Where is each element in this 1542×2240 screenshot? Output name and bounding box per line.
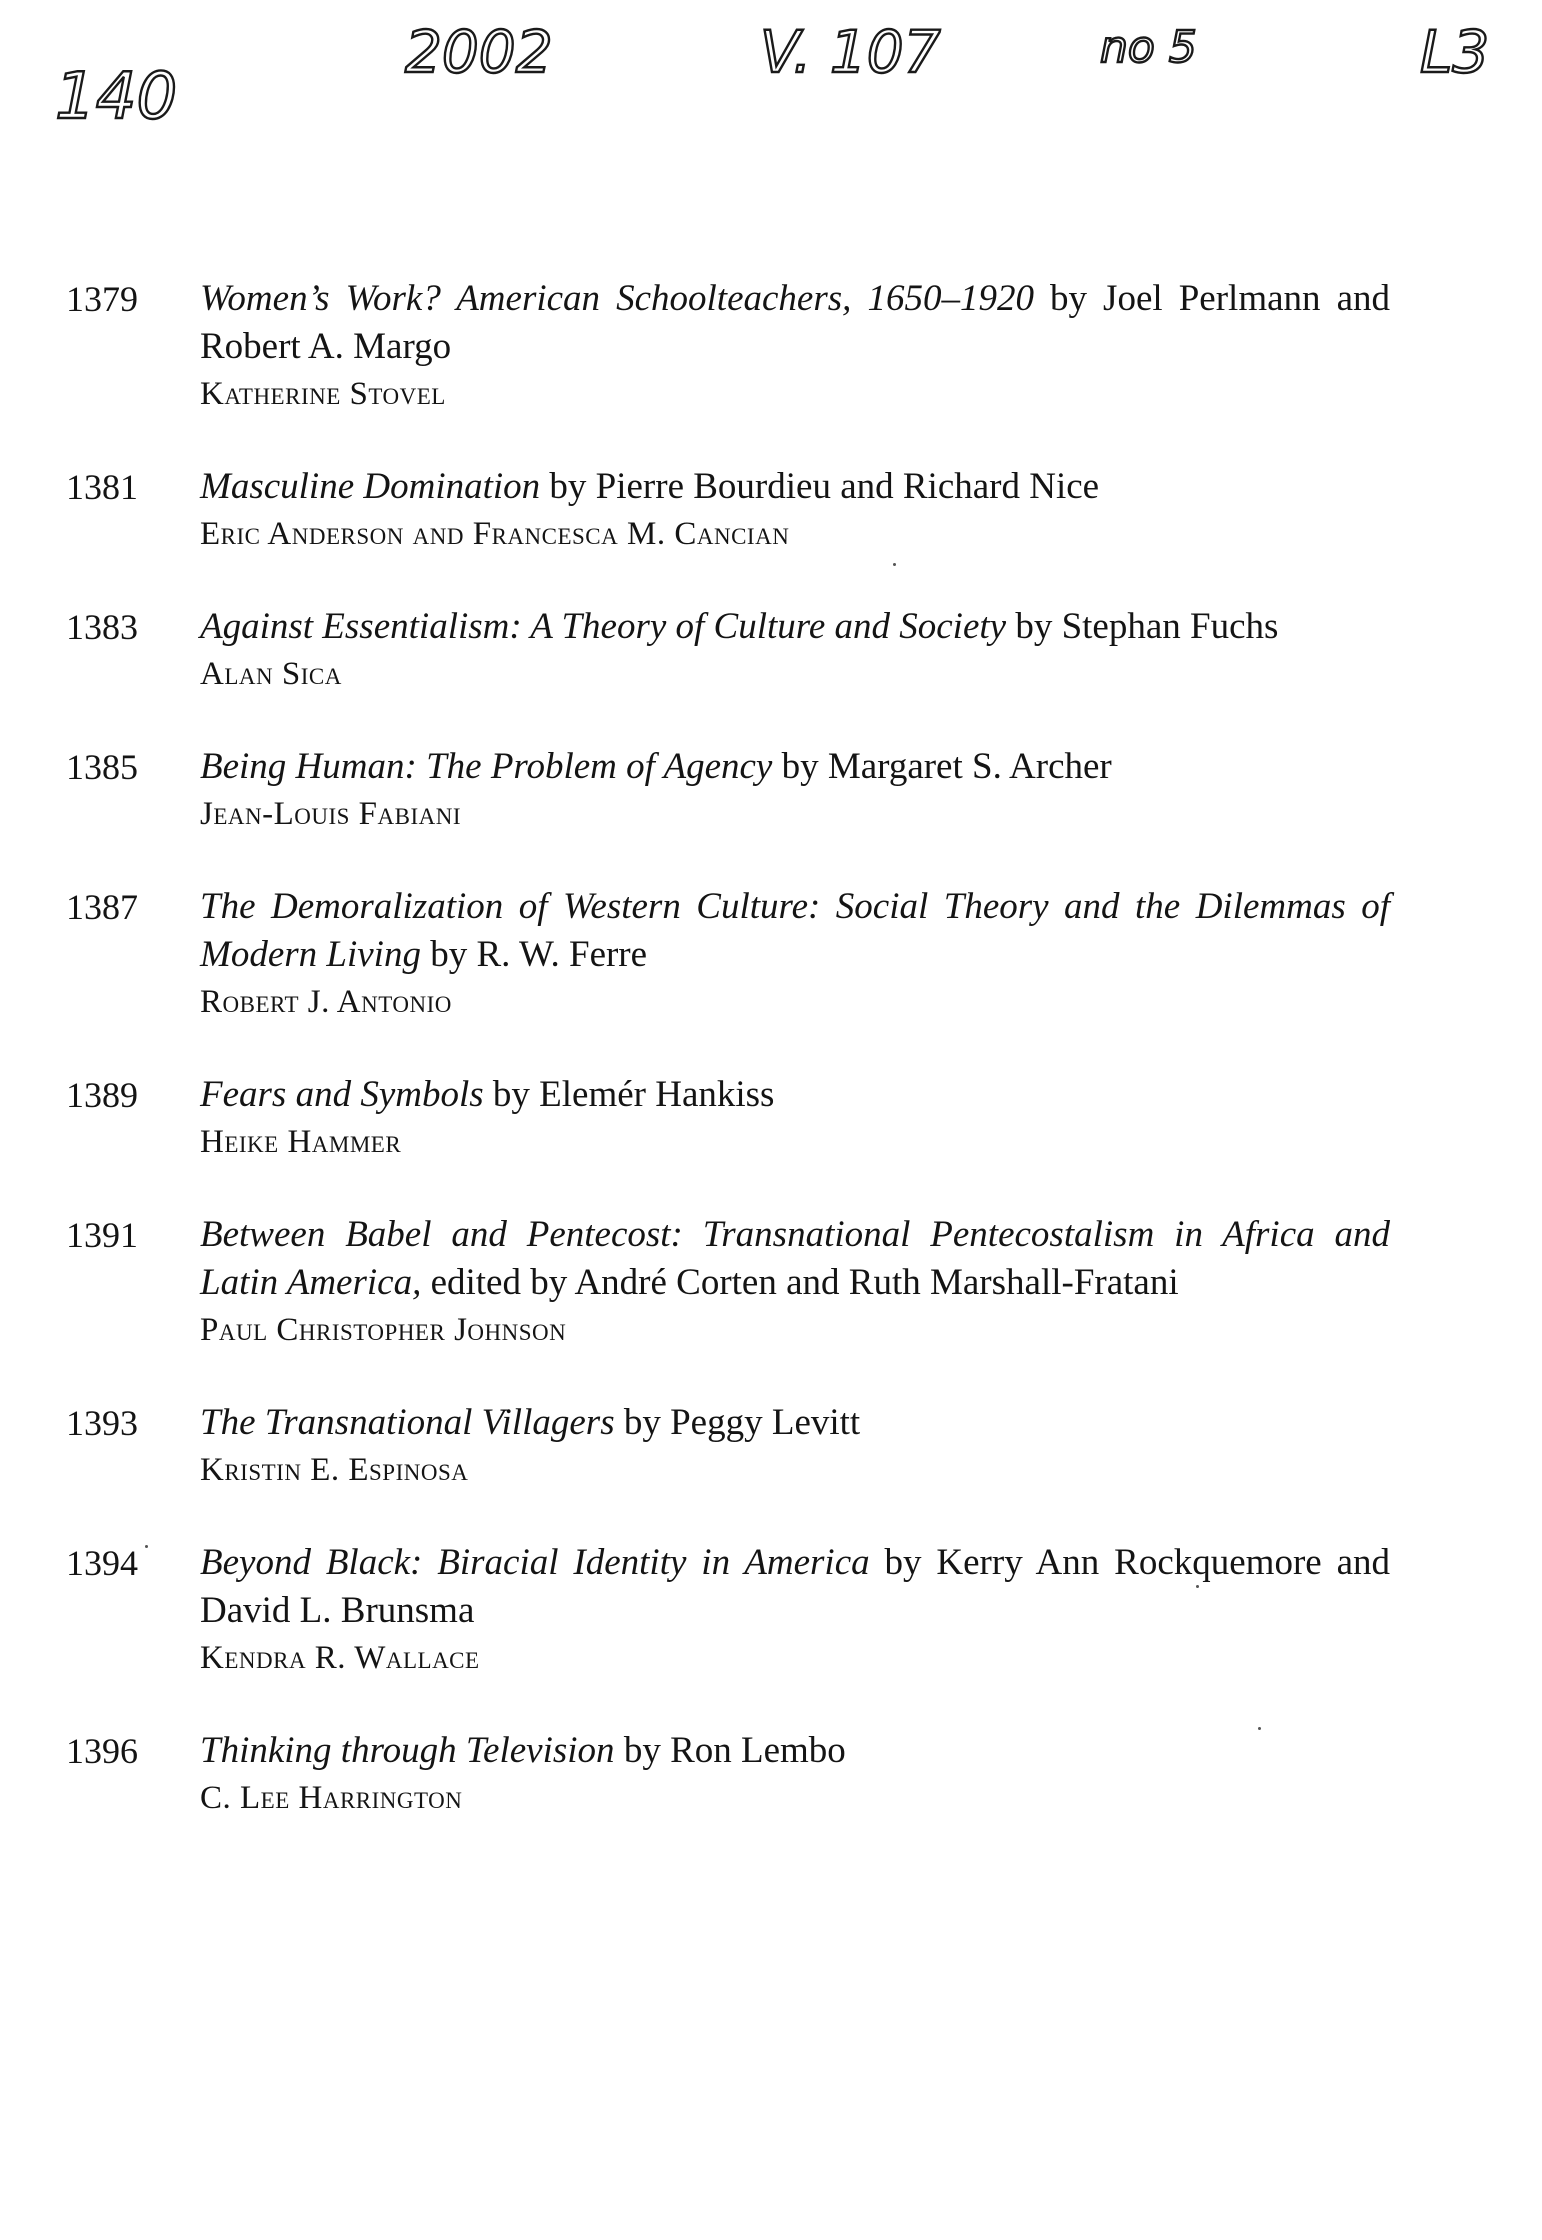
book-authors: by Margaret S. Archer <box>772 746 1112 787</box>
reviewer-name: Kristin E. Espinosa <box>200 1452 469 1488</box>
book-authors: by Kerry Ann Rockquemore and David L. Brunsma <box>200 1542 1390 1631</box>
review-entry <box>0 1727 1542 1821</box>
review-page-number: 1393 <box>66 1403 138 1443</box>
handwritten-year: 2002 <box>405 18 553 86</box>
book-title: Thinking through Television <box>200 1730 615 1771</box>
reviewer-name: Robert J. Antonio <box>200 984 452 1020</box>
reviewer-name: Heike Hammer <box>200 1124 402 1160</box>
scan-speck <box>145 1545 148 1548</box>
review-content <box>200 883 1390 1025</box>
review-content <box>200 743 1390 837</box>
handwritten-ref: 140 <box>55 60 178 134</box>
review-entry <box>0 1211 1542 1353</box>
review-page-number: 1389 <box>66 1075 138 1115</box>
review-citation <box>200 463 1390 511</box>
book-title: Women’s Work? American Schoolteachers, 1650–1920 <box>200 278 1034 319</box>
book-title: Between Babel and Pentecost: Transnational Pentecostalism in Africa and Latin America, <box>200 1214 1390 1303</box>
book-authors: by Pierre Bourdieu and Richard Nice <box>540 466 1100 507</box>
review-page-number: 1396 <box>66 1731 138 1771</box>
book-authors: edited by André Corten and Ruth Marshall-Fratani <box>421 1262 1179 1303</box>
handwritten-issue: no 5 <box>1100 22 1197 73</box>
review-entry <box>0 883 1542 1025</box>
review-citation <box>200 883 1390 979</box>
reviewer-name: Jean-Louis Fabiani <box>200 796 462 832</box>
reviewer-name: Katherine Stovel <box>200 376 446 412</box>
book-authors: by Peggy Levitt <box>614 1402 861 1443</box>
review-entry <box>0 275 1542 417</box>
book-title: The Demoralization of Western Culture: Social Theory and the Dilemmas of Modern Living <box>200 886 1390 975</box>
reviewer-name: Paul Christopher Johnson <box>200 1312 567 1348</box>
reviewer-name: Eric Anderson and Francesca M. Cancian <box>200 516 790 552</box>
review-page-number: 1385 <box>66 747 138 787</box>
book-title: Against Essentialism: A Theory of Culture and Society <box>200 606 1007 647</box>
book-title: Beyond Black: Biracial Identity in America <box>200 1542 870 1583</box>
review-content <box>200 1211 1390 1353</box>
review-page-number: 1379 <box>66 279 138 319</box>
scan-speck <box>1258 1727 1261 1730</box>
review-list <box>0 275 1542 1867</box>
review-page-number: 1394 <box>66 1543 138 1583</box>
review-content <box>200 275 1390 417</box>
review-page-number: 1387 <box>66 887 138 927</box>
book-authors: by Ron Lembo <box>614 1730 846 1771</box>
book-title: Being Human: The Problem of Agency <box>200 746 773 787</box>
book-title: The Transnational Villagers <box>200 1402 615 1443</box>
review-entry <box>0 1539 1542 1681</box>
review-page-number: 1391 <box>66 1215 138 1255</box>
book-title: Masculine Domination <box>200 466 541 507</box>
book-authors: by Joel Perlmann and Robert A. Margo <box>200 278 1390 367</box>
review-citation <box>200 603 1390 651</box>
reviewer-name: C. Lee Harrington <box>200 1780 463 1816</box>
review-entry <box>0 743 1542 837</box>
review-citation <box>200 1071 1390 1119</box>
review-citation <box>200 275 1390 371</box>
book-authors: by Stephan Fuchs <box>1006 606 1279 647</box>
review-citation <box>200 1727 1390 1775</box>
review-content <box>200 1539 1390 1681</box>
scan-speck <box>893 563 896 566</box>
reviewer-name: Alan Sica <box>200 656 342 692</box>
review-content <box>200 603 1390 697</box>
handwritten-annotation <box>0 0 1542 150</box>
book-title: Fears and Symbols <box>200 1074 484 1115</box>
review-citation <box>200 1539 1390 1635</box>
review-citation <box>200 1399 1390 1447</box>
handwritten-volume: V. 107 <box>760 18 941 86</box>
review-citation <box>200 743 1390 791</box>
reviewer-name: Kendra R. Wallace <box>200 1640 480 1676</box>
review-entry <box>0 1399 1542 1493</box>
handwritten-mark: L3 <box>1420 18 1490 86</box>
review-page-number: 1383 <box>66 607 138 647</box>
review-content <box>200 1727 1390 1821</box>
book-authors: by Elemér Hankiss <box>483 1074 775 1115</box>
review-entry <box>0 463 1542 557</box>
review-content <box>200 1071 1390 1165</box>
review-content <box>200 463 1390 557</box>
review-content <box>200 1399 1390 1493</box>
scan-speck <box>1196 1585 1199 1588</box>
review-citation <box>200 1211 1390 1307</box>
book-authors: by R. W. Ferre <box>420 934 648 975</box>
review-entry <box>0 603 1542 697</box>
review-page-number: 1381 <box>66 467 138 507</box>
review-entry <box>0 1071 1542 1165</box>
